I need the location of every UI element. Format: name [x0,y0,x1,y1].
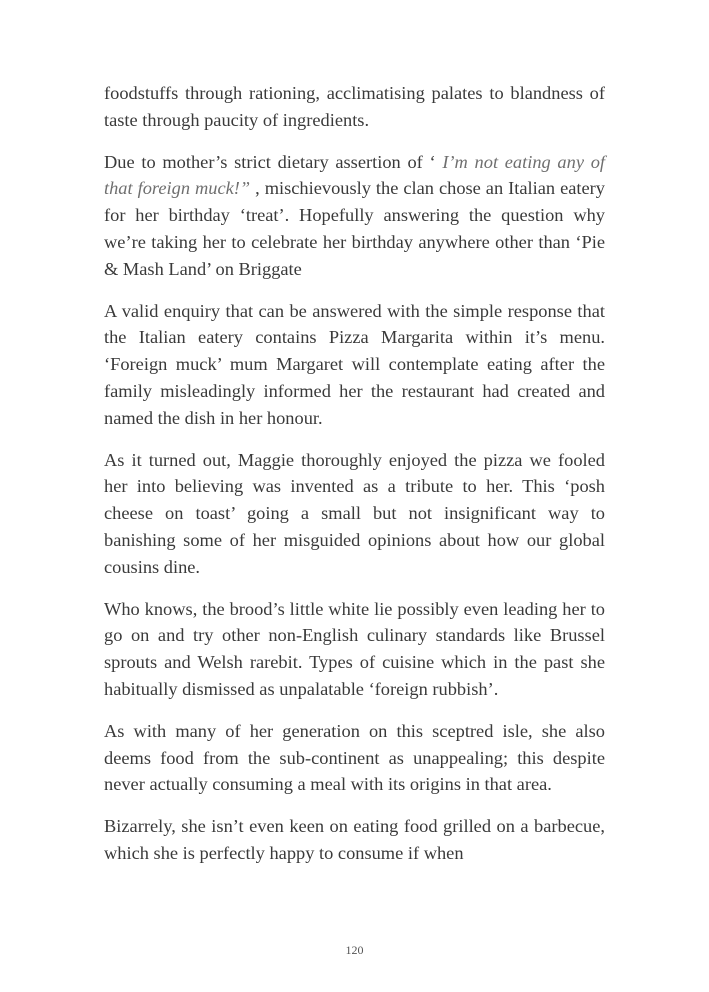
mother-quote: I’m not eating any of that foreign muck!” [104,151,606,199]
paragraph-2-rest: , mischievously the clan chose an Italian eatery for her birthday ‘treat’. Hopefully answering the question why we’re taking her to celebrate her birthday anywhere other than ‘Pie & Mash Land’ on Briggate [104,178,605,279]
paragraph-1: foodstuffs through rationing, acclimatising palates to blandness of taste through paucity of ingredients. [104,83,605,130]
paragraph-4: As it turned out, Maggie thoroughly enjoyed the pizza we fooled her into believing was invented as a tribute to her. This ‘posh cheese on toast’ going a small but not insignificant way to banishing some of her misguided opinions about how our global cousins dine. [104,449,605,577]
paragraph-3: A valid enquiry that can be answered with the simple response that the Italian eatery contains Pizza Margarita within it’s menu. ‘Foreign muck’ mum Margaret will contemplate eating after the family misleadingly informed her the restaurant had created and named the dish in her honour. [104,300,605,428]
paragraph-7: Bizarrely, she isn’t even keen on eating food grilled on a barbecue, which she is perfectly happy to consume if when [104,816,605,863]
paragraph-5: Who knows, the brood’s little white lie possibly even leading her to go on and try other non-English culinary standards like Brussel sprouts and Welsh rarebit. Types of cuisine which in the past she habitually dismissed as unpalatable ‘foreign rubbish’. [104,598,605,699]
paragraph-2-lead: Due to mother’s strict dietary assertion of ‘ [104,151,443,172]
body-text [104,80,605,882]
page-number: 120 [345,943,364,957]
paragraph-6: As with many of her generation on this sceptred isle, she also deems food from the sub-continent as unappealing; this despite never actually consuming a meal with its origins in that area. [104,720,605,795]
paragraph-2 [104,149,605,283]
